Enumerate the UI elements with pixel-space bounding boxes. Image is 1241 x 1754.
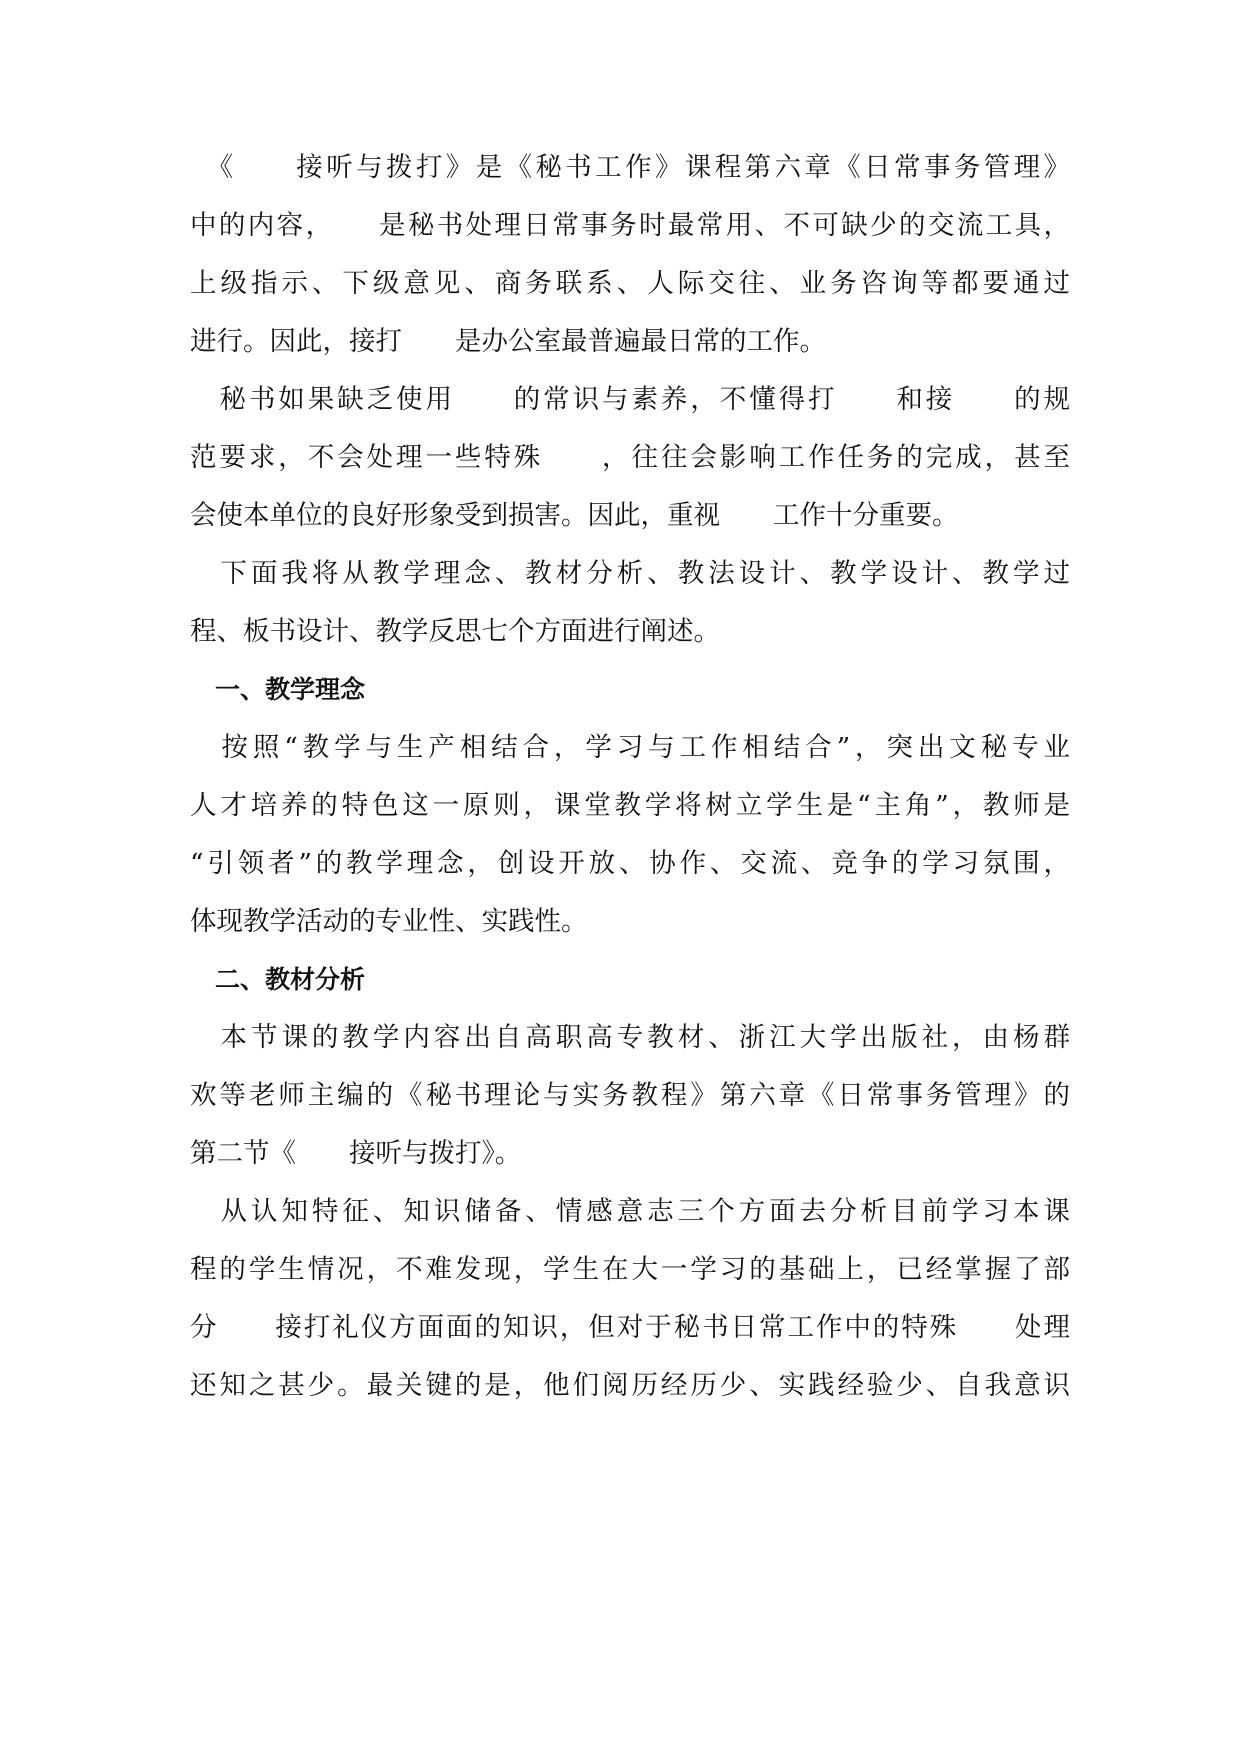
text-line: 范要求，不会处理一些特殊 ，往往会影响工作任务的完成，甚至 <box>190 442 1070 473</box>
text-line: “引领者”的教学理念，创设开放、协作、交流、竞争的学习氛围， <box>190 848 1070 879</box>
text-line: 中的内容， 是秘书处理日常事务时最常用、不可缺少的交流工具， <box>190 210 1070 241</box>
text-line: 从认知特征、知识储备、情感意志三个方面去分析目前学习本课 <box>190 1196 1070 1227</box>
section-heading: 二、教材分析 <box>190 965 366 994</box>
text-line: 分 接打礼仪方面面的知识，但对于秘书日常工作中的特殊 处理 <box>190 1312 1070 1343</box>
text-line: 上级指示、下级意见、商务联系、人际交往、业务咨询等都要通过 <box>190 268 1070 299</box>
text-line: 本节课的教学内容出自高职高专教材、浙江大学出版社，由杨群 <box>190 1022 1070 1053</box>
text-line: 第二节《 接听与拨打》。 <box>190 1138 522 1169</box>
text-line: 按照“教学与生产相结合，学习与工作相结合”，突出文秘专业 <box>190 732 1070 763</box>
text-line: 体现教学活动的专业性、实践性。 <box>190 906 588 937</box>
text-line: 秘书如果缺乏使用 的常识与素养，不懂得打 和接 的规 <box>190 384 1070 415</box>
text-line: 还知之甚少。最关键的是，他们阅历经历少、实践经验少、自我意识 <box>190 1370 1070 1401</box>
text-line: 《 接听与拨打》是《秘书工作》课程第六章《日常事务管理》 <box>190 152 1070 183</box>
text-line: 程、板书设计、教学反思七个方面进行阐述。 <box>190 616 720 647</box>
text-line: 下面我将从教学理念、教材分析、教法设计、教学设计、教学过 <box>190 558 1070 589</box>
section-heading: 一、教学理念 <box>190 675 366 704</box>
text-line: 会使本单位的良好形象受到损害。因此，重视 工作十分重要。 <box>190 500 959 531</box>
text-line: 进行。因此，接打 是办公室最普遍最日常的工作。 <box>190 326 826 357</box>
text-line: 人才培养的特色这一原则，课堂教学将树立学生是“主角”，教师是 <box>190 790 1070 821</box>
text-line: 程的学生情况，不难发现，学生在大一学习的基础上，已经掌握了部 <box>190 1254 1070 1285</box>
text-line: 欢等老师主编的《秘书理论与实务教程》第六章《日常事务管理》的 <box>190 1080 1070 1111</box>
